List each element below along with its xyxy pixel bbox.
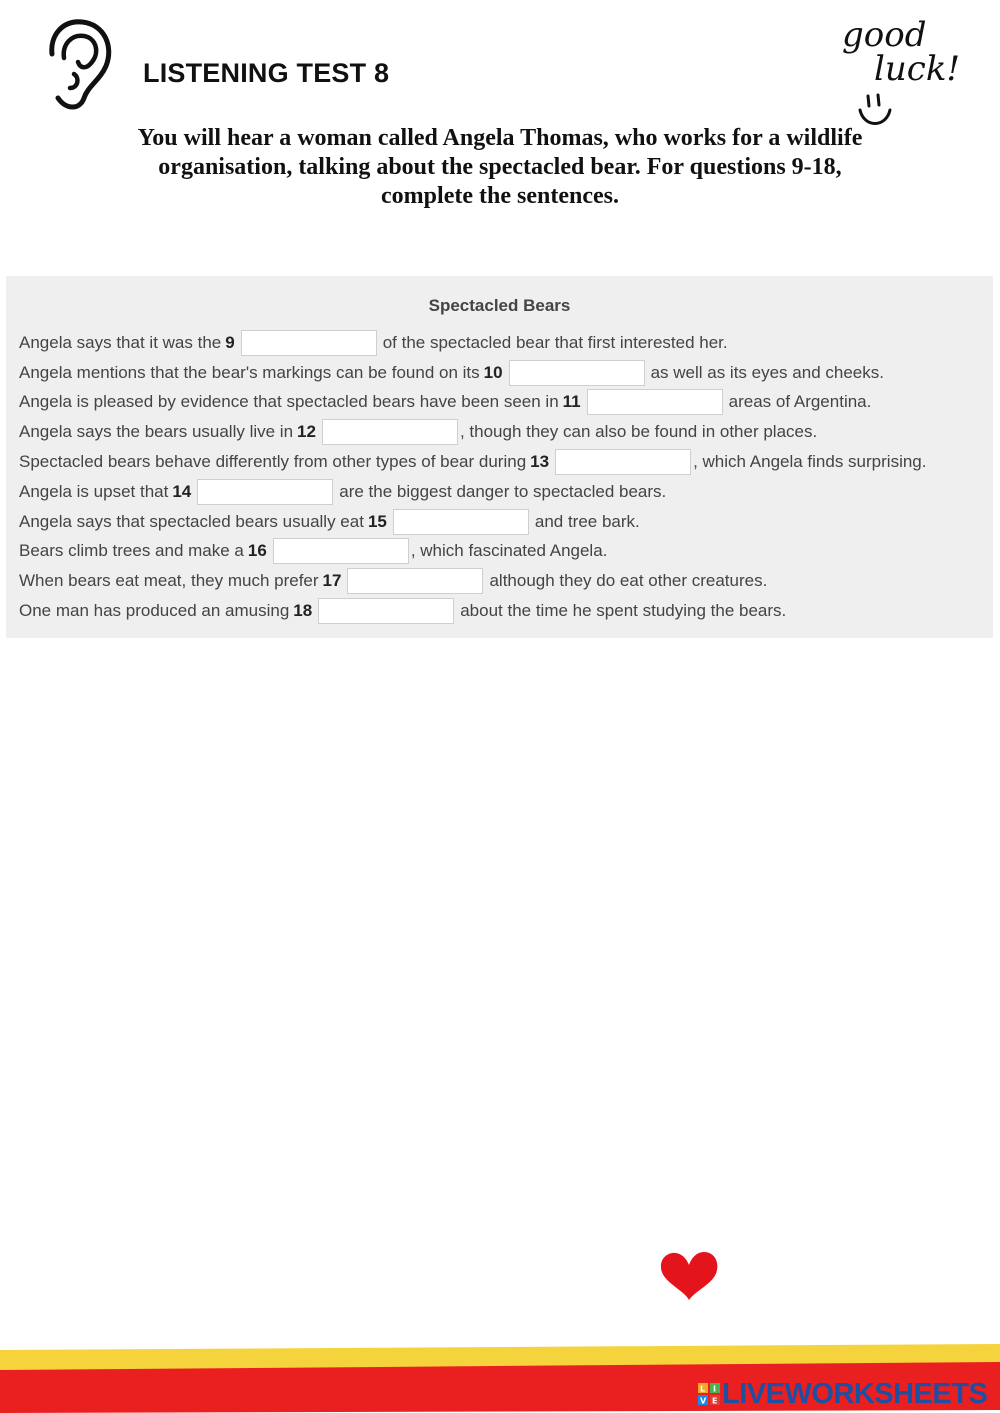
question-row-17 [19, 566, 989, 596]
svg-text:V: V [700, 1396, 707, 1405]
question-row-16 [19, 537, 989, 567]
liveworksheets-logo [698, 1379, 987, 1409]
question-row-9 [19, 328, 989, 358]
instructions: You will hear a woman called Angela Thomas, who works for a wildlife organisation, talking about the spectacled bear. For questions 9-18, complete the sentences. [137, 125, 863, 209]
question-text-before: Angela says that spectacled bears usually eat [19, 511, 364, 531]
svg-text:good: good [842, 15, 927, 55]
question-number: 10 [483, 362, 503, 382]
question-text-after: , though they can also be found in other places. [459, 422, 818, 442]
liveworksheets-logo-icon [698, 1383, 720, 1405]
answer-input-10[interactable] [509, 360, 645, 386]
svg-text:I: I [713, 1384, 716, 1394]
question-text-after: are the biggest danger to spectacled bears. [339, 481, 667, 501]
question-text-after: although they do eat other creatures. [489, 571, 768, 591]
question-number: 9 [225, 332, 235, 352]
answer-input-13[interactable] [555, 449, 691, 475]
question-row-15 [19, 507, 989, 537]
svg-text:luck!: luck! [874, 49, 961, 89]
question-text-after: , which fascinated Angela. [410, 541, 608, 561]
question-text-after: areas of Argentina. [728, 392, 872, 412]
question-list [19, 328, 989, 626]
answer-input-9[interactable] [241, 330, 377, 356]
question-text-before: Bears climb trees and make a [19, 541, 244, 561]
question-row-10 [19, 358, 989, 388]
question-text-after: of the spectacled bear that first interested her. [382, 332, 728, 352]
exercise-panel [6, 276, 993, 638]
question-text-before: Angela says that it was the [19, 332, 222, 352]
question-text-before: Spectacled bears behave differently from other types of bear during [19, 452, 527, 472]
question-row-11 [19, 388, 989, 418]
page-title: LISTENING TEST 8 [143, 58, 390, 88]
svg-text:E: E [712, 1396, 718, 1405]
heart-icon [658, 1250, 720, 1302]
question-number: 15 [367, 511, 387, 531]
question-text-before: When bears eat meat, they much prefer [19, 571, 319, 591]
question-text-after: and tree bark. [534, 511, 640, 531]
question-number: 12 [297, 422, 316, 442]
question-text-before: Angela is upset that [19, 481, 169, 501]
answer-input-15[interactable] [393, 509, 529, 535]
question-row-18 [19, 596, 989, 626]
answer-input-14[interactable] [197, 479, 333, 505]
question-row-12 [19, 417, 989, 447]
question-number: 14 [172, 481, 192, 501]
svg-text:L: L [700, 1384, 706, 1394]
answer-input-12[interactable] [322, 419, 458, 445]
brand-name: LIVEWORKSHEETS [722, 1377, 988, 1410]
question-text-after: , which Angela finds surprising. [693, 452, 927, 472]
question-number: 17 [322, 571, 342, 591]
question-text-before: One man has produced an amusing [19, 601, 290, 621]
question-number: 18 [293, 601, 313, 621]
exercise-title: Spectacled Bears [428, 296, 571, 315]
good-luck-smiley-icon [836, 6, 986, 130]
question-text-after: about the time he spent studying the bears. [460, 601, 787, 621]
question-text-before: Angela says the bears usually live in [19, 422, 294, 442]
answer-input-16[interactable] [273, 538, 409, 564]
answer-input-18[interactable] [318, 598, 454, 624]
question-text-after: as well as its eyes and cheeks. [650, 362, 884, 382]
answer-input-17[interactable] [347, 568, 483, 594]
question-number: 11 [562, 392, 581, 412]
ear-icon [44, 18, 114, 112]
question-text-before: Angela mentions that the bear's markings can be found on its [19, 362, 480, 382]
question-row-13 [19, 447, 989, 477]
question-number: 13 [530, 452, 550, 472]
question-text-before: Angela is pleased by evidence that spectacled bears have been seen in [19, 392, 559, 412]
question-row-14 [19, 477, 989, 507]
answer-input-11[interactable] [587, 389, 723, 415]
question-number: 16 [247, 541, 267, 561]
